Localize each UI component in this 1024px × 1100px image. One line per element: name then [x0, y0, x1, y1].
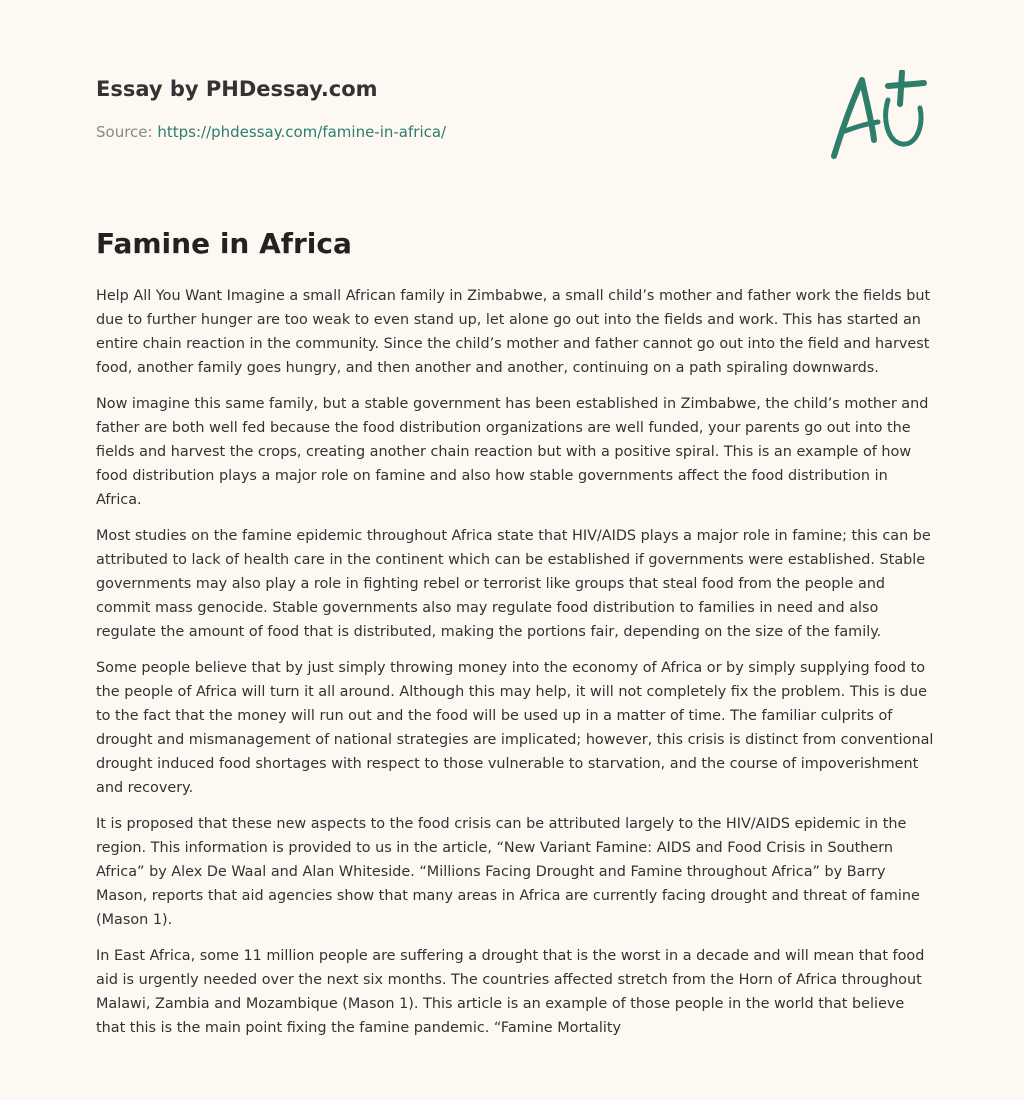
- article-paragraph: In East Africa, some 11 million people are suffering a drought that is the worst in a decade and will mean that food aid is urgently needed over the next six months. The countries affected stretch from the Horn of Africa throughout Malawi, Zambia and Mozambique (Mason 1). This article is an example of those people in the world that believe that this is the main point fixing the famine pandemic. “Famine Mortality: [96, 948, 925, 1036]
- source-line: [96, 122, 928, 142]
- article-paragraph: Most studies on the famine epidemic throughout Africa state that HIV/AIDS plays a major role in famine; this can be attributed to lack of health care in the continent which can be established if governments were established. Stable governments may also play a role in fighting rebel or terrorist like groups that steal food from the people and commit mass genocide. Stable governments also may regulate food distribution to families in need and also regulate the amount of food that is distributed, making the portions fair, depending on the size of the family.: [96, 528, 931, 640]
- article-paragraph: Now imagine this same family, but a stable government has been established in Zimbabwe, the child’s mother and father are both well fed because the food distribution organizations are well funded, your parents go out into the fields and harvest the crops, creating another chain reaction but with a positive spiral. This is an example of how food distribution plays a major role on famine and also how stable governments affect the food distribution in Africa.: [96, 396, 929, 508]
- article-paragraph: It is proposed that these new aspects to the food crisis can be attributed largely to the HIV/AIDS epidemic in the region. This information is provided to us in the article, “New Variant Famine: AIDS and Food Crisis in Southern Africa” by Alex De Waal and Alan Whiteside. “Millions Facing Drought and Famine throughout Africa” by Barry Mason, reports that aid agencies show that many areas in Africa are currently facing drought and threat of famine (Mason 1).: [96, 816, 920, 928]
- a-plus-logo-icon: [828, 70, 928, 166]
- article-paragraph: Help All You Want Imagine a small African family in Zimbabwe, a small child’s mother and father work the fields but due to further hunger are too weak to even stand up, let alone go out into the fields and work. This has started an entire chain reaction in the community. Since the child’s mother and father cannot go out into the field and harvest food, another family goes hungry, and then another and another, continuing on a path spiraling downwards.: [96, 288, 931, 376]
- page-header: [96, 74, 928, 174]
- article-title: Famine in Africa: [96, 227, 352, 260]
- article-paragraph: Some people believe that by just simply throwing money into the economy of Africa or by simply supplying food to the people of Africa will turn it all around. Although this may help, it will not completely fix the problem. This is due to the fact that the money will run out and the food will be used up in a matter of time. The familiar culprits of drought and mismanagement of national strategies are implicated; however, this crisis is distinct from conventional drought induced food shortages with respect to those vulnerable to starvation, and the course of impoverishment and recovery.: [96, 660, 934, 796]
- source-label: Source:: [96, 123, 153, 141]
- source-link[interactable]: https://phdessay.com/famine-in-africa/: [157, 123, 447, 141]
- site-brand-title: Essay by PHDessay.com: [96, 77, 378, 101]
- article-body: [96, 284, 936, 1052]
